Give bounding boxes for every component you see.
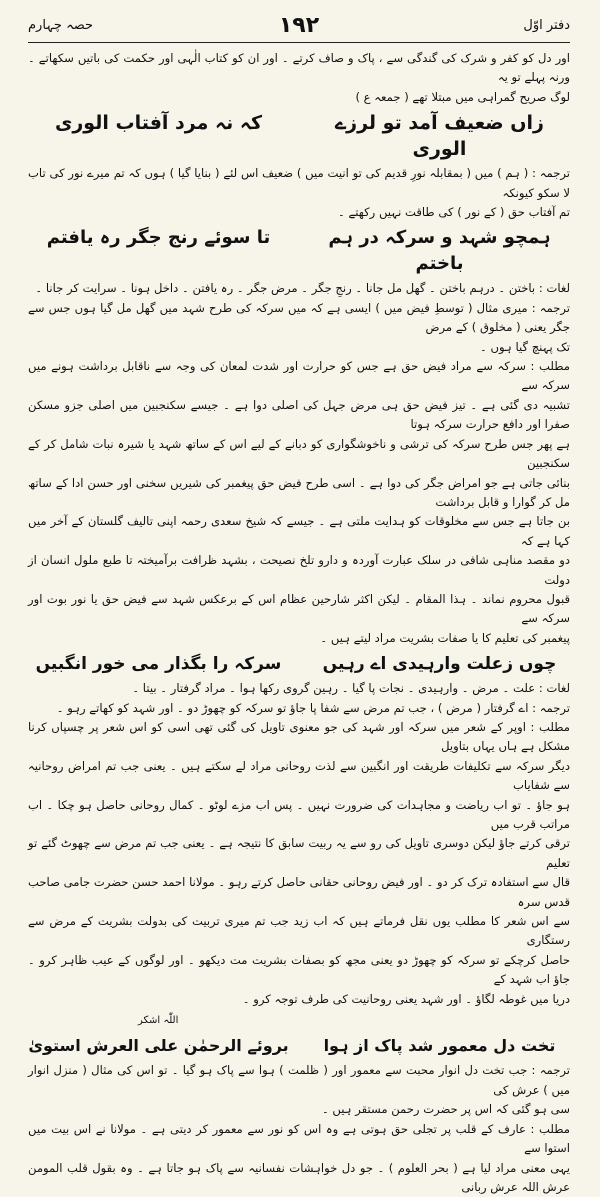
commentary-line: مطلب : عارف کے قلب پر تجلی حق ہوتی ہے وہ اس کو نور سے معمور کر دیتی ہے ۔ مولانا نے اس بیت میں استوا سے xyxy=(28,1120,570,1159)
translation-line: تک پہنچ گیا ہوں ۔ xyxy=(28,338,570,357)
commentary-line: حاصل کرچکے تو سرکہ کو چھوڑ دو یعنی مجھ کو بصفات بشریت مت دیکھو ۔ اور لوگوں کے عیب ظاہر کرو ۔ جاؤ اب شہد کے xyxy=(28,951,570,990)
translation-line: ترجمہ : میری مثال ( توسطِ فیض میں ) ایسی ہے کہ میں سرکہ کی طرح شہد میں گھل مل گیا ہوں جس سے جگر یعنی ( مخلوق ) کے مرض xyxy=(28,299,570,338)
commentary-line: قال سے استفادہ ترک کر دو ۔ اور فیض روحانی حقانی حاصل کرتے رہو ۔ مولانا احمد حسن حضرت جامی صاحب قدس سرہ xyxy=(28,873,570,912)
commentary-line: قبول محروم نماند ۔ ہذا المقام ۔ لیکن اکثر شارحین عظام اس کے برعکس شہد سے فیض حق یا نور بوت اور سرکہ سے xyxy=(28,590,570,629)
commentary-line: پیغمبر کی تعلیم کا یا صفات بشریت مراد لیتے ہیں ۔ xyxy=(28,629,570,648)
page-number: ۱۹۲ xyxy=(28,13,570,38)
translation-line: تم آفتاب حق ( کے نور ) کی طاقت نہیں رکھتے ۔ xyxy=(28,203,570,222)
text-line: لوگ صریح گمراہی میں مبتلا تھے ( جمعہ ع ) xyxy=(28,88,570,107)
verse xyxy=(28,225,570,277)
commentary-line: مطلب : سرکہ سے مراد فیض حق ہے جس کو حرارت اور شدت لمعان کی وجہ سے ناقابل برداشت ہونے میں سرکہ سے xyxy=(28,357,570,396)
commentary-line: سے اس شعر کا مطلب یوں نقل فرماتے ہیں کہ اب زید جب تم میری تربیت کی بدولت بشریت کے مرض سے رستگاری xyxy=(28,912,570,951)
page-header xyxy=(28,8,570,43)
commentary-line: دو مقصد مناہی شافی در سلک عبارت آوردہ و دارو تلخ نصیحت ، بشہد ظرافت برآمیختہ تا طبع ملول انسان از دولت xyxy=(28,551,570,590)
verse-hemistich: چوں زعلت وارہیدی اے رہیں xyxy=(309,651,570,677)
verse-hemistich: زاں ضعیف آمد تو لرزے الوری xyxy=(309,110,570,162)
commentary-line: مطلب : اوپر کے شعر میں سرکہ اور شہد کی جو معنوی تاویل کی گئی تھی اسی کو اس شعر پر چسپاں کرنا مشکل ہے ہاں یہاں بتاویل xyxy=(28,718,570,757)
verse xyxy=(28,1033,570,1059)
commentary-line: تشبیہ دی گئی ہے ۔ تیز فیض حق ہی مرض جہل کی اصلی دوا ہے ۔ جیسے سکنجبین میں اصلی جزو مسکن صفرا اور دافع حرارت سرکہ ہوتا xyxy=(28,396,570,435)
commentary-line: یہی معنی مراد لیا ہے ( بحر العلوم ) ۔ جو دل خواہشات نفسانیہ سے پاک ہو جاتا ہے ۔ وہ بقول قلب المومن عرش اللہ عرش ربانی xyxy=(28,1159,570,1197)
translation-line: ترجمہ : ( ہم ) میں ( بمقابلہ نورِ قدیم کی تو انیت میں ) ضعیف اس لئے ( بنایا گیا ) ہوں کہ تم میرے نور کی تاب لا سکو کیونکہ xyxy=(28,164,570,203)
vocabulary-line: لغات : باختن ۔ درہم باختن ۔ گھل مل جانا ۔ رنجِ جگر ۔ مرض جگر ۔ رہ یافتن ۔ داخل ہونا ۔ سرایت کر جانا ۔ xyxy=(28,279,570,298)
vocabulary-line: لغات : علت ۔ مرض ۔ وارہیدی ۔ نجات پا گیا ۔ رہین گروی رکھا ہوا ۔ مراد گرفتار ۔ بیتا ۔ xyxy=(28,679,570,698)
translation-line: ترجمہ : اے گرفتار ( مرض ) ، جب تم مرض سے شفا پا جاؤ تو سرکہ کو چھوڑ دو ۔ اور شہد کو کھاتے رہو ۔ xyxy=(28,699,570,718)
text-line: اور دل کو کفر و شرک کی گندگی سے ، پاک و صاف کرتے ۔ اور ان کو کتاب الٰہی اور حکمت کی باتیں سکھاتے ۔ ورنہ پہلے تو یہ xyxy=(28,49,570,88)
verse xyxy=(28,651,570,677)
verse-hemistich: تا سوئے رنج جگر رہ یافتم xyxy=(28,225,289,277)
translation-line: سی ہو گئی کہ اس پر حضرت رحمن مستقر ہیں ۔ xyxy=(28,1100,570,1119)
commentary-line: ہو جاؤ ۔ تو اب ریاضت و مجاہدات کی ضرورت نہیں ۔ پس اب مزے لوٹو ۔ کمال روحانی حاصل ہو چکا ۔ اب مراتب قرب میں xyxy=(28,796,570,835)
commentary-line: ترقی کرتے جاؤ لیکن دوسری تاویل کی رو سے یہ ربیت سابق کا نتیجہ ہے ۔ یعنی جب تم مرض سے چھوٹ گئے تو تعلیم xyxy=(28,834,570,873)
commentary-line: دریا میں غوطہ لگاؤ ۔ اور شہد یعنی روحانیت کی طرف توجہ کرو ۔ xyxy=(28,990,570,1009)
handwritten-annotation: اللّٰہ اشکر xyxy=(28,1011,570,1030)
volume-label: دفتر اوّل xyxy=(523,18,570,33)
page-body xyxy=(28,49,570,1197)
verse-hemistich: کہ نہ مرد آفتاب الوری xyxy=(28,110,289,162)
translation-line: ترجمہ : جب تخت دل انوار محبت سے معمور اور ( ظلمت ) ہوا سے پاک ہو گیا ۔ تو اس کی مثال ( منزل انوار میں ) عرش کی xyxy=(28,1061,570,1100)
verse xyxy=(28,110,570,162)
verse-hemistich: تخت دل معمور شد پاک از ہوا xyxy=(309,1033,570,1059)
verse-hemistich: ہمچو شہد و سرکہ در ہم باختم xyxy=(309,225,570,277)
verse-hemistich: سرکہ را بگذار می خور انگبیں xyxy=(28,651,289,677)
section-label: حصہ چہارم xyxy=(28,18,93,33)
commentary-line: بنائی جاتی ہے جو امراض جگر کی دوا ہے ۔ اسی طرح فیض حق پیغمبر کی شیریں سخنی اور حسن ادا کے ساتھ مل کر گوارا و قابل برداشت xyxy=(28,474,570,513)
commentary-line: ہے پھر جس طرح سرکہ کی ترشی و ناخوشگواری کو دبانے کے لیے اس کے ساتھ شہد یا شیرہ نبات شامل کر کے سکنجبین xyxy=(28,435,570,474)
commentary-line: بن جاتا ہے جس سے مخلوقات کو ہدایت ملتی ہے ۔ جیسے کہ شیخ سعدی رحمہ اپنی تالیف گلستان کے آخر میں کہا ہے کہ xyxy=(28,512,570,551)
commentary-line: دیگر سرکہ سے تکلیفات طریقت اور انگبین سے لذت روحانی مراد لے سکتے ہیں ۔ یعنی جب تم امراض روحانیہ سے شفایاب xyxy=(28,757,570,796)
verse-hemistich: بروئے الرحمٰن علی العرش استویٰ xyxy=(28,1033,289,1059)
